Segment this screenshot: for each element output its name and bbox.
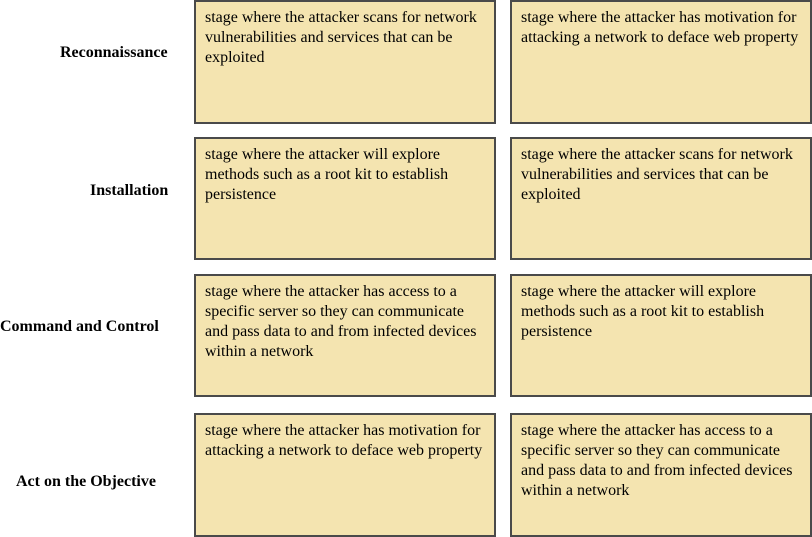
- label-installation: Installation: [90, 182, 169, 199]
- target-box-reconnaissance[interactable]: stage where the attacker scans for network vulnerabilities and services that can be exploited: [194, 0, 496, 124]
- option-box-deface-web[interactable]: stage where the attacker has motivation for attacking a network to deface web property: [510, 0, 812, 124]
- option-box-root-kit[interactable]: stage where the attacker will explore methods such as a root kit to establish persistence: [510, 274, 812, 397]
- target-box-installation[interactable]: stage where the attacker will explore methods such as a root kit to establish persistence: [194, 137, 496, 260]
- target-box-act-on-objective[interactable]: stage where the attacker has motivation for attacking a network to deface web property: [194, 413, 496, 537]
- label-command-and-control: Command and Control: [0, 318, 159, 335]
- label-act-on-objective: Act on the Objective: [16, 473, 156, 490]
- option-box-server-access[interactable]: stage where the attacker has access to a specific server so they can communicate and pass data to and from infected devices within a network: [510, 413, 812, 537]
- label-reconnaissance: Reconnaissance: [60, 44, 168, 61]
- option-box-scans-vulnerabilities[interactable]: stage where the attacker scans for network vulnerabilities and services that can be exploited: [510, 137, 812, 260]
- target-box-command-and-control[interactable]: stage where the attacker has access to a specific server so they can communicate and pass data to and from infected devices within a network: [194, 274, 496, 397]
